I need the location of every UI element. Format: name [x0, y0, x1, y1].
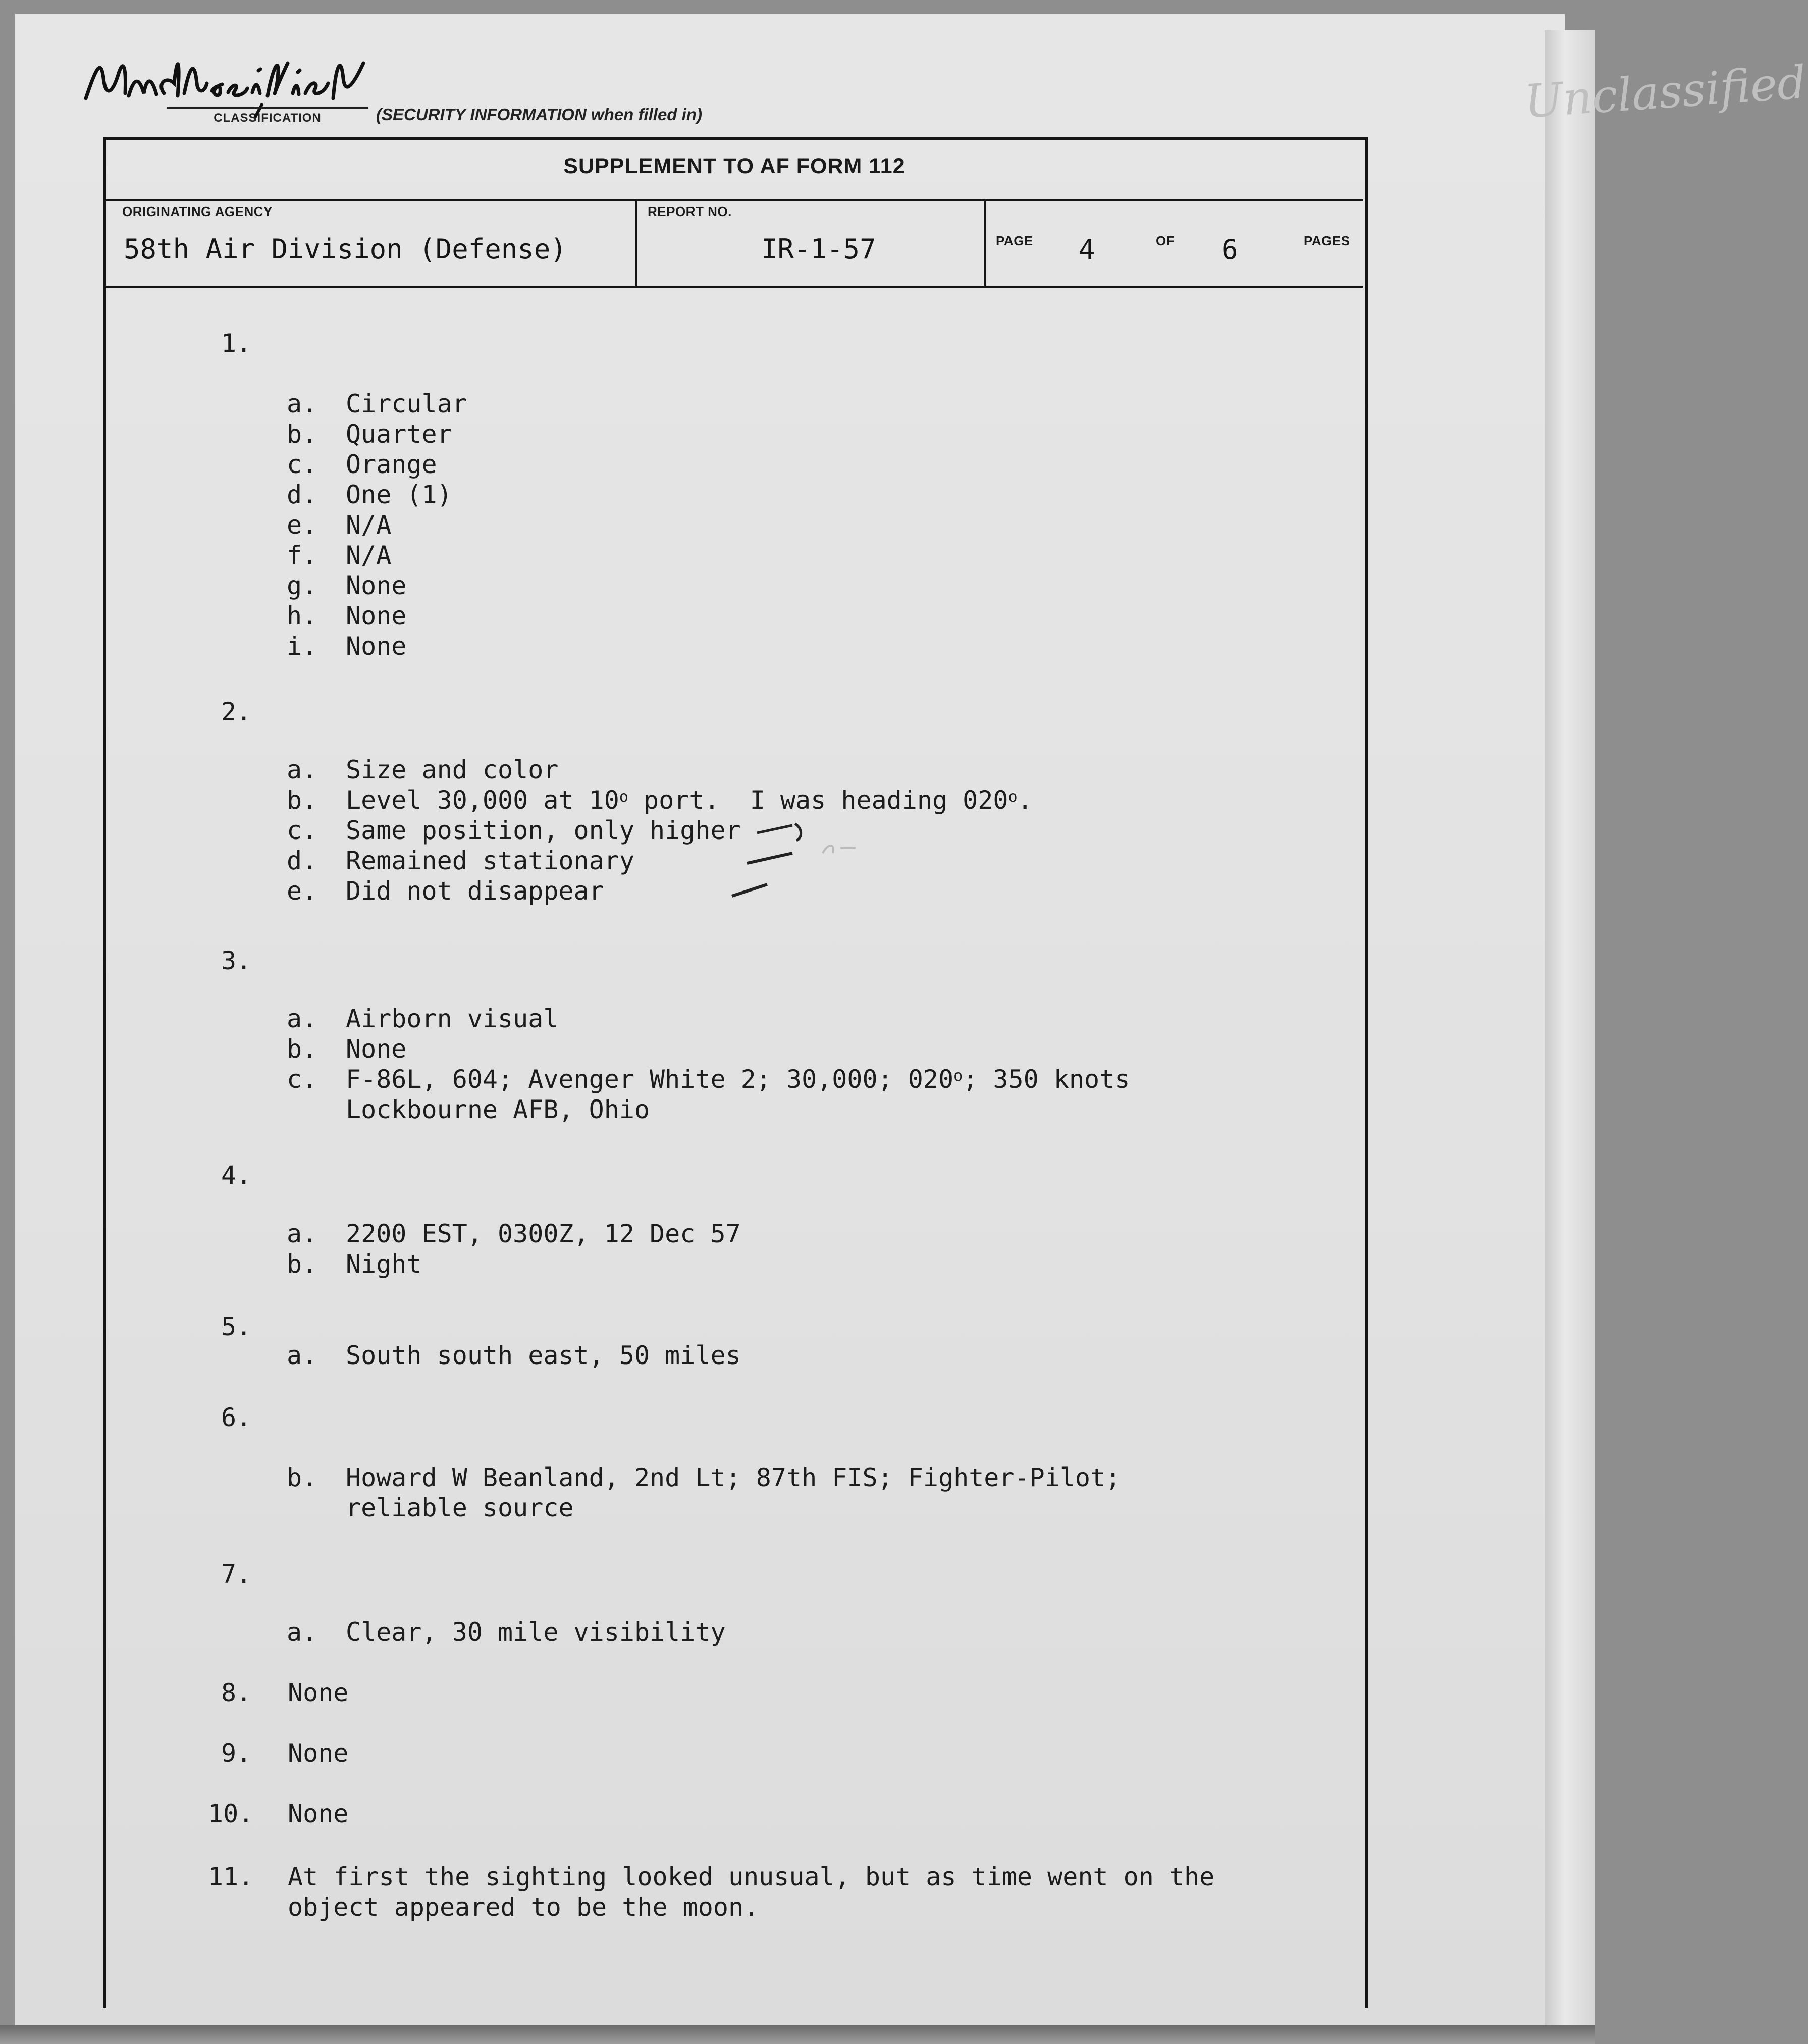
item-6b-text-continued: reliable source [346, 1493, 574, 1523]
item-3a-letter: a. [287, 1004, 317, 1033]
item-1d-text: One (1) [346, 480, 452, 509]
item-2d-letter: d. [287, 846, 317, 875]
item-2c-letter: c. [287, 816, 317, 845]
page-number: 4 [1079, 234, 1095, 266]
header-bottom-rule [106, 286, 1363, 288]
header-divider-1 [635, 199, 637, 286]
item-1g-letter: g. [287, 571, 317, 600]
report-no-value: IR-1-57 [761, 233, 876, 265]
item-2e-letter: e. [287, 876, 317, 906]
item-7a-text: Clear, 30 mile visibility [346, 1617, 726, 1647]
item-4b-letter: b. [287, 1249, 317, 1279]
page-label: PAGE [996, 233, 1033, 248]
item-7a-letter: a. [287, 1617, 317, 1647]
item-5a-text: South south east, 50 miles [346, 1341, 741, 1370]
item-10-text: None [288, 1799, 349, 1828]
classification-rule [167, 107, 368, 109]
item-1d-letter: d. [287, 480, 317, 509]
header-top-rule [106, 199, 1363, 201]
item-1f-letter: f. [287, 541, 317, 570]
item-2d-text: Remained stationary [346, 846, 634, 875]
item-1-number: 1. [221, 329, 252, 358]
item-11-text-line-2: object appeared to be the moon. [288, 1893, 759, 1922]
item-2a-letter: a. [287, 755, 317, 784]
item-4a-text: 2200 EST, 0300Z, 12 Dec 57 [346, 1219, 741, 1248]
item-1a-letter: a. [287, 389, 317, 418]
item-1c-letter: c. [287, 450, 317, 479]
item-10-number: 10. [208, 1799, 254, 1828]
item-8-number: 8. [221, 1678, 252, 1707]
item-4-number: 4. [221, 1161, 252, 1190]
item-2c-text: Same position, only higher [346, 816, 741, 845]
item-3c-letter: c. [287, 1065, 317, 1094]
item-2b-text: Level 30,000 at 10$^o$ port. I was heading 020$^o$. [346, 785, 1033, 815]
item-2e-text: Did not disappear [346, 876, 604, 906]
item-1h-letter: h. [287, 601, 317, 631]
item-1a-text: Circular [346, 389, 467, 418]
item-9-text: None [288, 1739, 349, 1768]
report-no-label: REPORT NO. [648, 204, 732, 219]
item-3a-text: Airborn visual [346, 1004, 559, 1033]
adjacent-page-stamp: Unclassified [1523, 56, 1808, 129]
item-1g-text: None [346, 571, 407, 600]
pages-label: PAGES [1304, 233, 1350, 248]
item-1b-text: Quarter [346, 420, 452, 449]
item-1i-letter: i. [287, 632, 317, 661]
item-11-number: 11. [208, 1862, 254, 1892]
item-1b-letter: b. [287, 420, 317, 449]
originating-agency-value: 58th Air Division (Defense) [124, 233, 567, 265]
item-2a-text: Size and color [346, 755, 559, 784]
item-2b-letter: b. [287, 785, 317, 815]
item-1e-letter: e. [287, 510, 317, 540]
total-pages: 6 [1221, 234, 1238, 266]
item-6-number: 6. [221, 1403, 252, 1432]
item-3-number: 3. [221, 946, 252, 975]
header-divider-2 [984, 199, 986, 286]
item-8-text: None [288, 1678, 349, 1707]
item-3c-text: F-86L, 604; Avenger White 2; 30,000; 020$^o$; 350 knots [346, 1065, 1130, 1094]
item-1f-text: N/A [346, 541, 392, 570]
item-6b-letter: b. [287, 1463, 317, 1492]
item-1h-text: None [346, 601, 407, 631]
adjacent-page-edge [1523, 30, 1808, 2029]
item-1e-text: N/A [346, 510, 392, 540]
item-1i-text: None [346, 632, 407, 661]
originating-agency-label: ORIGINATING AGENCY [122, 204, 273, 219]
item-9-number: 9. [221, 1739, 252, 1768]
of-label: OF [1156, 233, 1175, 248]
scan-bottom-edge [0, 2025, 1595, 2044]
item-4b-text: Night [346, 1249, 422, 1279]
item-5-number: 5. [221, 1312, 252, 1341]
item-2-number: 2. [221, 697, 252, 726]
item-6b-text: Howard W Beanland, 2nd Lt; 87th FIS; Fighter-Pilot; [346, 1463, 1121, 1492]
item-7-number: 7. [221, 1559, 252, 1589]
item-3c-text-continued: Lockbourne AFB, Ohio [346, 1095, 650, 1124]
item-11-text-line-1: At first the sighting looked unusual, but as time went on the [288, 1862, 1215, 1892]
form-title: SUPPLEMENT TO AF FORM 112 [563, 154, 906, 178]
item-4a-letter: a. [287, 1219, 317, 1248]
item-3b-text: None [346, 1034, 407, 1064]
security-information-note: (SECURITY INFORMATION when filled in) [376, 105, 702, 124]
item-3b-letter: b. [287, 1034, 317, 1064]
classification-label: CLASSIFICATION [214, 111, 322, 125]
item-5a-letter: a. [287, 1341, 317, 1370]
item-1c-text: Orange [346, 450, 437, 479]
